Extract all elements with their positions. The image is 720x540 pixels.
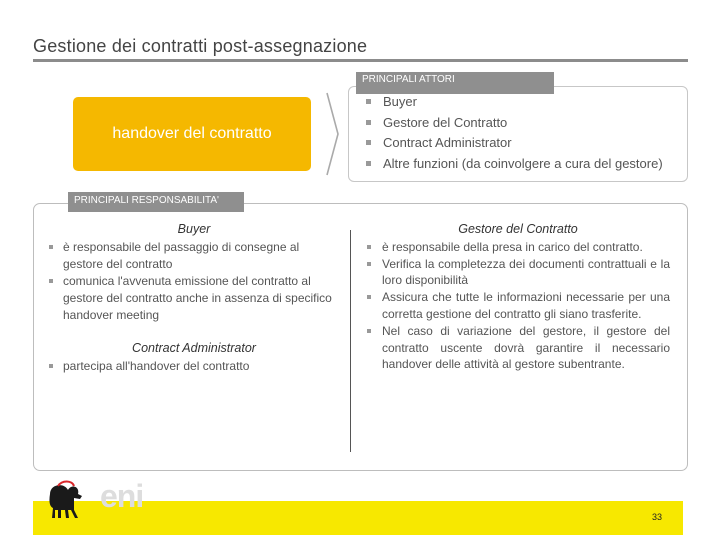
handover-box: handover del contratto xyxy=(73,97,311,171)
item-text: partecipa all'handover del contratto xyxy=(63,359,250,373)
actors-list xyxy=(366,92,663,174)
actor-label: Buyer xyxy=(383,94,417,109)
contract-admin-list xyxy=(48,358,340,375)
gestore-heading: Gestore del Contratto xyxy=(458,222,578,236)
list-item xyxy=(366,113,663,134)
list-item xyxy=(366,92,663,113)
list-item xyxy=(366,239,670,256)
page-title: Gestione dei contratti post-assegnazione xyxy=(33,36,368,56)
gestore-column xyxy=(366,221,670,373)
chevron-right-icon xyxy=(326,92,340,176)
actor-label: Contract Administrator xyxy=(383,135,512,150)
buyer-heading: Buyer xyxy=(177,222,211,236)
actor-label: Altre funzioni (da coinvolgere a cura del gestore) xyxy=(383,155,663,171)
responsibilities-tab-label: PRINCIPALI RESPONSABILITA' xyxy=(68,192,244,212)
list-item xyxy=(366,154,663,175)
buyer-column xyxy=(48,221,340,375)
item-text: è responsabile della presa in carico del contratto. xyxy=(382,239,643,254)
six-legged-dog-logo-icon xyxy=(40,480,94,520)
actors-tab-label: PRINCIPALI ATTORI xyxy=(356,72,554,94)
list-item xyxy=(366,323,670,373)
eni-wordmark: eni xyxy=(100,478,144,514)
list-item xyxy=(366,289,670,323)
bullet-icon xyxy=(366,161,371,166)
page-number: 33 xyxy=(652,512,663,522)
bullet-icon xyxy=(367,295,371,299)
bullet-icon xyxy=(367,329,371,333)
list-item xyxy=(48,273,340,324)
bullet-icon xyxy=(367,245,371,249)
column-divider xyxy=(350,230,351,452)
item-text: Verifica la completezza dei documenti contrattuali e la loro disponibilità xyxy=(382,256,670,288)
list-item xyxy=(48,358,340,375)
bullet-icon xyxy=(49,245,53,249)
bullet-icon xyxy=(366,99,371,104)
gestore-list xyxy=(366,239,670,373)
title-divider xyxy=(33,59,688,62)
bullet-icon xyxy=(49,364,53,368)
buyer-list xyxy=(48,239,340,324)
list-item xyxy=(366,133,663,154)
list-item xyxy=(366,256,670,290)
actor-label: Gestore del Contratto xyxy=(383,114,508,130)
item-text: Assicura che tutte le informazioni necessarie per una corretta gestione del contratto gli siano trasferite. xyxy=(382,290,670,321)
bullet-icon xyxy=(367,262,371,266)
bullet-icon xyxy=(49,279,53,283)
item-text: è responsabile del passaggio di consegne al gestore del contratto xyxy=(63,240,300,271)
list-item xyxy=(48,239,340,273)
item-text: Nel caso di variazione del gestore, il gestore del contratto uscente dovrà garantire il necessario handover delle attività al gestore subentrante. xyxy=(382,323,670,372)
contract-admin-heading: Contract Administrator xyxy=(132,341,256,355)
bullet-icon xyxy=(366,140,371,145)
item-text: comunica l'avvenuta emissione del contratto al gestore del contratto anche in assenza di specifico handover meeting xyxy=(63,274,332,322)
bullet-icon xyxy=(366,120,371,125)
